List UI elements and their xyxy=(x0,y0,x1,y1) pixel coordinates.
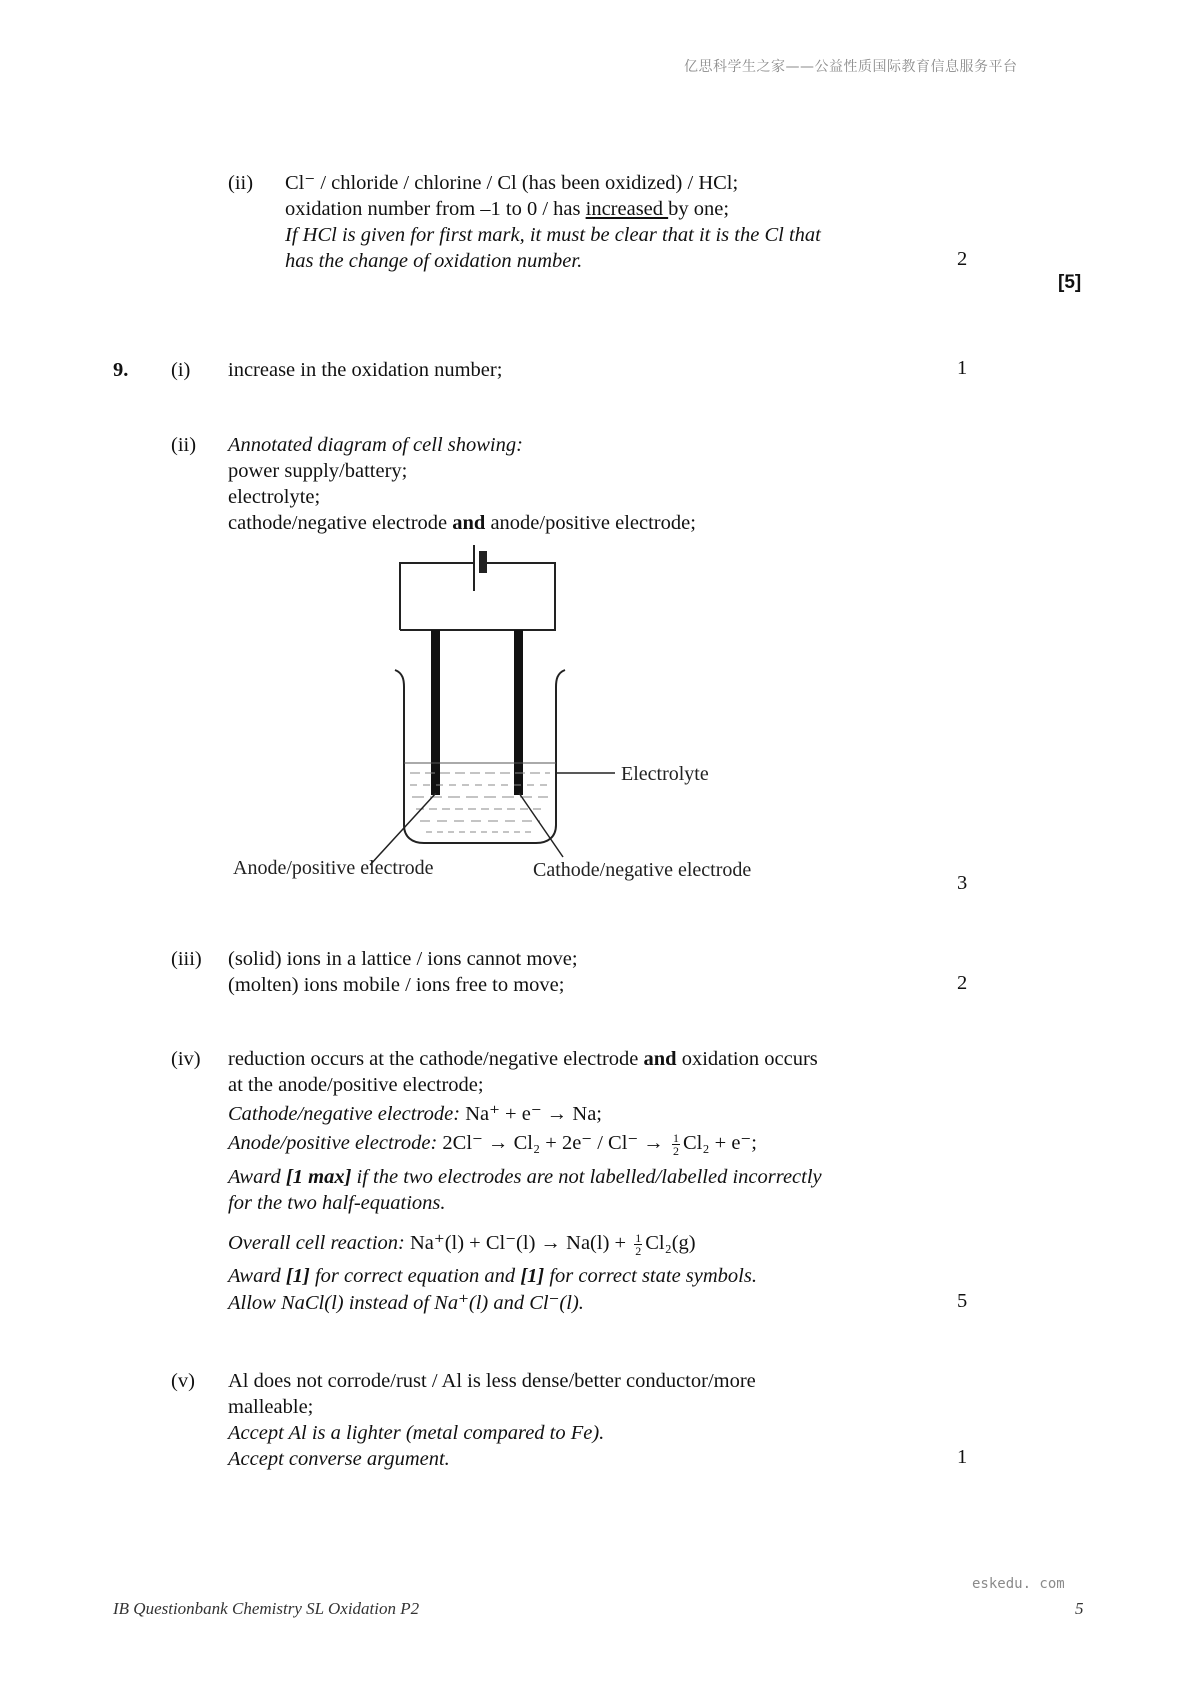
site-header: 亿思科学生之家——公益性质国际教育信息服务平台 xyxy=(684,59,1018,75)
answer-line: electrolyte; xyxy=(228,486,321,508)
anode-half-equation: Anode/positive electrode: 2Cl⁻ → Cl₂ + 2e⁻ / Cl⁻ → $\frac{1}{2}$ Cl₂ + e⁻; xyxy=(228,1130,757,1158)
overall-equation: Overall cell reaction: Na⁺(l) + Cl⁻(l) → Na(l) + $\frac{1}{2}$ Cl₂(g) xyxy=(228,1230,696,1258)
mark-value: 5 xyxy=(957,1290,968,1312)
half-fraction: $\frac{1}{2}$ xyxy=(635,1230,642,1258)
answer-line: (molten) ions mobile / ions free to move; xyxy=(228,974,565,996)
part-label: (i) xyxy=(171,359,191,381)
electrolyte-label: Electrolyte xyxy=(621,763,709,785)
circuit-wire xyxy=(400,563,555,630)
marking-note: Award [1] for correct equation and [1] for correct state symbols. xyxy=(228,1265,757,1287)
marking-note: has the change of oxidation number. xyxy=(285,250,583,272)
marking-note: Award [1 max] if the two electrodes are not labelled/labelled incorrectly xyxy=(228,1166,822,1188)
mark-value: 2 xyxy=(957,972,968,994)
answer-line: cathode/negative electrode and anode/positive electrode; xyxy=(228,512,696,534)
electrolysis-cell-diagram xyxy=(220,535,840,895)
marking-note: Accept Al is a lighter (metal compared to Fe). xyxy=(228,1422,605,1444)
cathode-electrode xyxy=(514,630,523,795)
mark-value: 1 xyxy=(957,357,968,379)
mark-value: 1 xyxy=(957,1446,968,1468)
mark-value: 3 xyxy=(957,872,968,894)
answer-line: increase in the oxidation number; xyxy=(228,359,503,381)
part-label: (iv) xyxy=(171,1048,201,1070)
answer-line: Cl⁻ / chloride / chlorine / Cl (has been oxidized) / HCl; xyxy=(285,172,739,194)
mark-value: 2 xyxy=(957,248,968,270)
answer-line: malleable; xyxy=(228,1396,314,1418)
cathode-label: Cathode/negative electrode xyxy=(533,859,752,881)
marking-note: for the two half-equations. xyxy=(228,1192,446,1214)
cathode-half-equation: Cathode/negative electrode: Na⁺ + e⁻ → Na; xyxy=(228,1103,602,1125)
anode-label: Anode/positive electrode xyxy=(233,857,434,879)
question-number: 9. xyxy=(113,359,129,381)
marking-note: If HCl is given for first mark, it must be clear that it is the Cl that xyxy=(285,224,821,246)
answer-line: oxidation number from –1 to 0 / has increased by one; xyxy=(285,198,730,220)
circuit-wire xyxy=(400,563,473,630)
battery-short-plate xyxy=(479,551,487,573)
half-fraction: $\frac{1}{2}$ xyxy=(673,1130,679,1158)
anode-electrode xyxy=(431,630,440,795)
part-label: (v) xyxy=(171,1370,195,1392)
page-number: 5 xyxy=(1075,1599,1084,1618)
marking-note: Accept converse argument. xyxy=(228,1448,450,1470)
part-label: (iii) xyxy=(171,948,202,970)
watermark: eskedu. com xyxy=(972,1576,1065,1592)
marking-note: Annotated diagram of cell showing: xyxy=(228,434,523,456)
answer-line: at the anode/positive electrode; xyxy=(228,1074,484,1096)
part-label: (ii) xyxy=(228,172,254,194)
answer-line: power supply/battery; xyxy=(228,460,408,482)
answer-line: Al does not corrode/rust / Al is less dense/better conductor/more xyxy=(228,1370,756,1392)
footer-title: IB Questionbank Chemistry SL Oxidation P2 xyxy=(113,1599,420,1618)
marking-note: Allow NaCl(l) instead of Na⁺(l) and Cl⁻(l). xyxy=(228,1292,584,1314)
answer-line: (solid) ions in a lattice / ions cannot move; xyxy=(228,948,578,970)
beaker xyxy=(395,670,565,843)
part-label: (ii) xyxy=(171,434,197,456)
total-marks: [5] xyxy=(1058,272,1082,293)
answer-line: reduction occurs at the cathode/negative electrode and oxidation occurs xyxy=(228,1048,818,1070)
